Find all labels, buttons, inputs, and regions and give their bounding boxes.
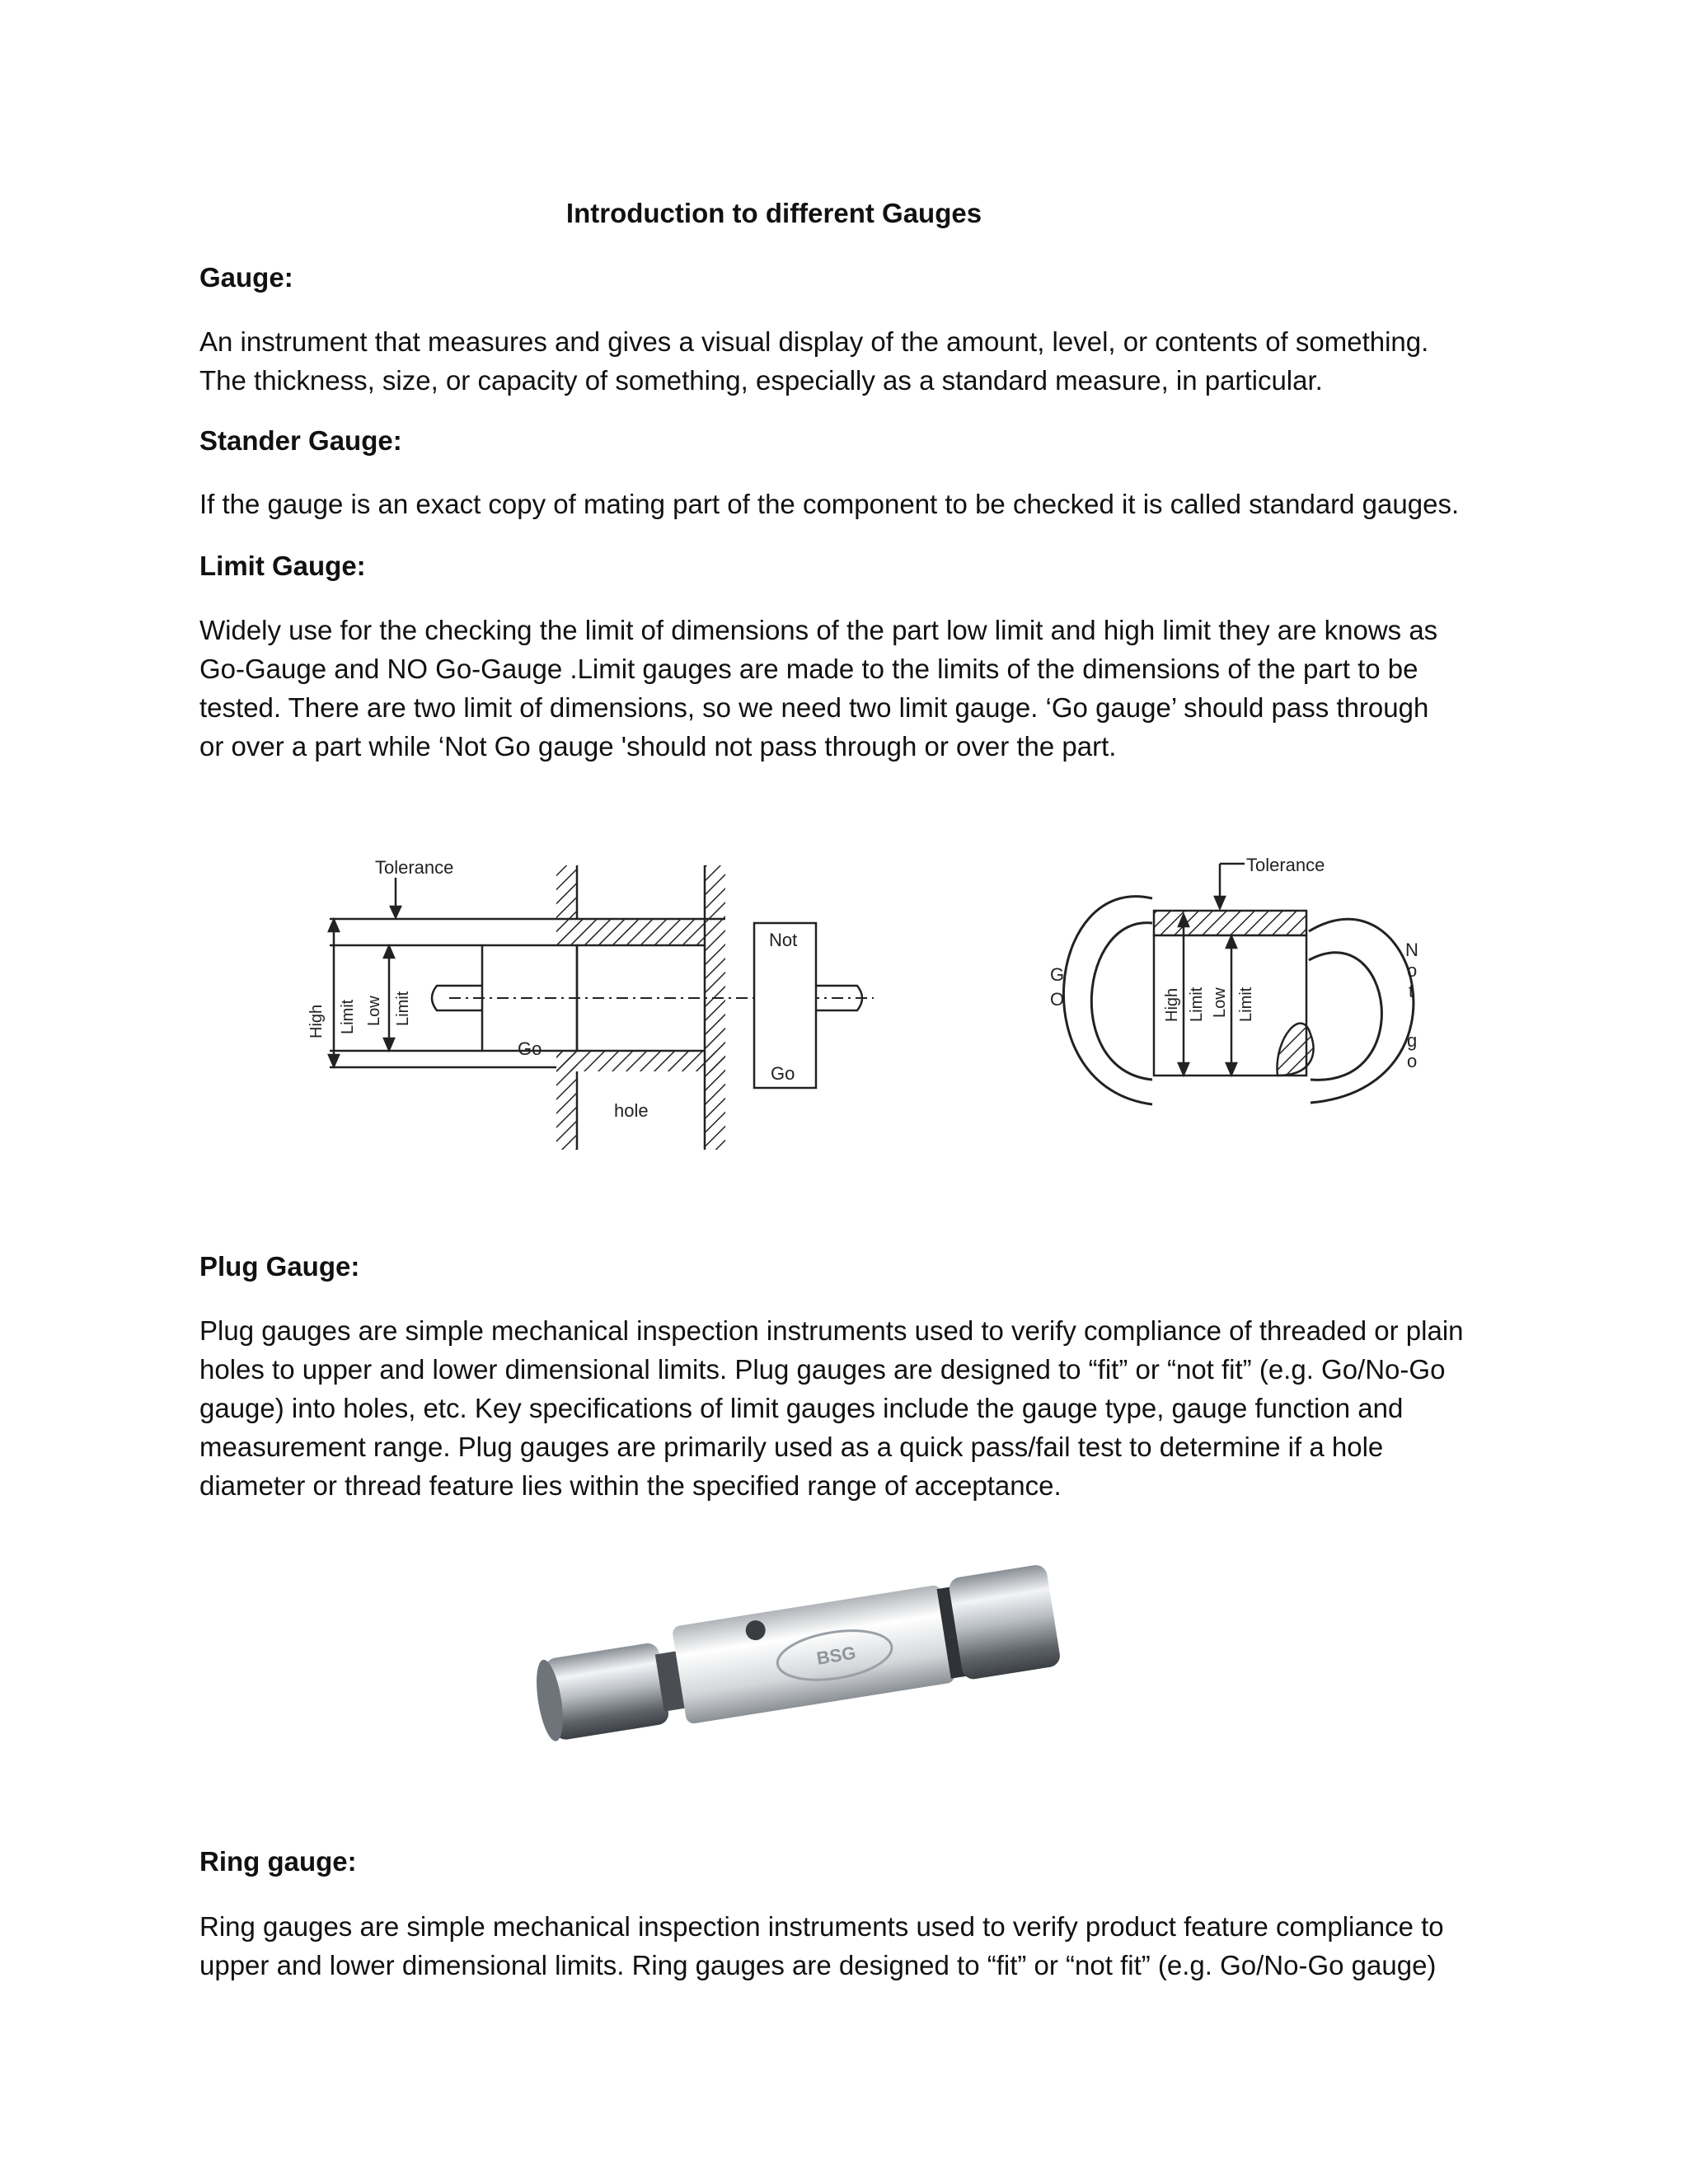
hole-bottom-hatch [556, 1051, 725, 1071]
limit-line-2: Go-Gauge and NO Go-Gauge .Limit gauges are made to the limits of the dimensions of the part to be [199, 654, 1418, 684]
plug-gauge-heading: Plug Gauge: [199, 1251, 360, 1282]
limit-line-1: Widely use for the checking the limit of dimensions of the part low limit and high limit they are knows as [199, 615, 1438, 645]
fig2-tolerance-label: Tolerance [1246, 855, 1325, 875]
plug-line-1: Plug gauges are simple mechanical inspection instruments used to verify compliance of threaded or plain [199, 1315, 1464, 1346]
fig2-n: N [1405, 940, 1418, 960]
fig2-go-o: O [1050, 989, 1065, 1010]
limit-gauge-paragraph [199, 611, 1489, 766]
standard-gauge-paragraph: If the gauge is an exact copy of mating part of the component to be checked it is called standard gauges. [199, 489, 1460, 519]
fig2-limit-label-a: Limit [1188, 987, 1206, 1022]
plug-line-3: gauge) into holes, etc. Key specifications of limit gauges include the gauge type, gauge function and [199, 1393, 1404, 1423]
gauge-paragraph [199, 322, 1489, 400]
fig2-limit-label-b: Limit [1237, 987, 1255, 1022]
fig1-limit-label-a: Limit [339, 999, 357, 1034]
plug-line-5: diameter or thread feature lies within the specified range of acceptance. [199, 1470, 1062, 1501]
fig1-go-label: Go [518, 1038, 542, 1059]
fig1-not-label: Not [769, 930, 798, 950]
limit-line-4: or over a part while ‘Not Go gauge 'should not pass through or over the part. [199, 731, 1117, 762]
fig2-o2: o [1407, 1051, 1418, 1071]
fig1-low-label: Low [365, 996, 383, 1026]
fig1-tolerance-label: Tolerance [375, 857, 454, 878]
plug-line-4: measurement range. Plug gauges are primarily used as a quick pass/fail test to determine if a hole [199, 1432, 1384, 1462]
ring-gauge-heading: Ring gauge: [199, 1846, 357, 1877]
gauge-line-1: An instrument that measures and gives a visual display of the amount, level, or contents of something. [199, 326, 1429, 357]
fig1-go2-label: Go [771, 1063, 795, 1084]
plug-gauge-hole-diagram [297, 841, 874, 1170]
fig1-hole-label: hole [614, 1100, 649, 1121]
limit-gauge-heading: Limit Gauge: [199, 551, 366, 581]
page-title: Introduction to different Gauges [565, 198, 982, 228]
fig1-high-label: High [307, 1004, 326, 1038]
plug-handle [672, 1584, 956, 1724]
plug-line-2: holes to upper and lower dimensional limits. Plug gauges are designed to “fit” or “not fit” (e.g. Go/No-Go [199, 1354, 1446, 1385]
gauge-heading: Gauge: [199, 262, 293, 293]
fig2-go-g: G [1050, 964, 1065, 985]
ring-gauge-paragraph [199, 1907, 1489, 1985]
fig1-limit-label-b: Limit [394, 991, 412, 1026]
fig2-low-label: Low [1211, 987, 1229, 1018]
hole-wall-right-hatch [705, 865, 725, 1150]
snap-gauge-diagram [1030, 841, 1459, 1154]
fig2-o: o [1407, 960, 1418, 981]
limit-line-3: tested. There are two limit of dimensions, so we need two limit gauge. ‘Go gauge’ should pass through [199, 692, 1429, 723]
plug-not-go-end [948, 1563, 1062, 1680]
hole-tolerance-hatch [577, 919, 705, 945]
plug-gauge-photo [511, 1541, 1088, 1747]
plug-brand-logo: BSG [815, 1642, 858, 1669]
plug-gauge-paragraph [199, 1311, 1489, 1505]
fig2-high-label: High [1163, 987, 1181, 1022]
ring-line-1: Ring gauges are simple mechanical inspection instruments used to verify product feature compliance to [199, 1911, 1444, 1942]
fig2-g: g [1407, 1030, 1418, 1051]
standard-gauge-heading: Stander Gauge: [199, 425, 402, 456]
ring-line-2: upper and lower dimensional limits. Ring gauges are designed to “fit” or “not fit” (e.g. Go/No-Go gauge) [199, 1950, 1437, 1980]
fig2-t: t [1409, 981, 1414, 1001]
gauge-line-2: The thickness, size, or capacity of something, especially as a standard measure, in particular. [199, 365, 1323, 396]
